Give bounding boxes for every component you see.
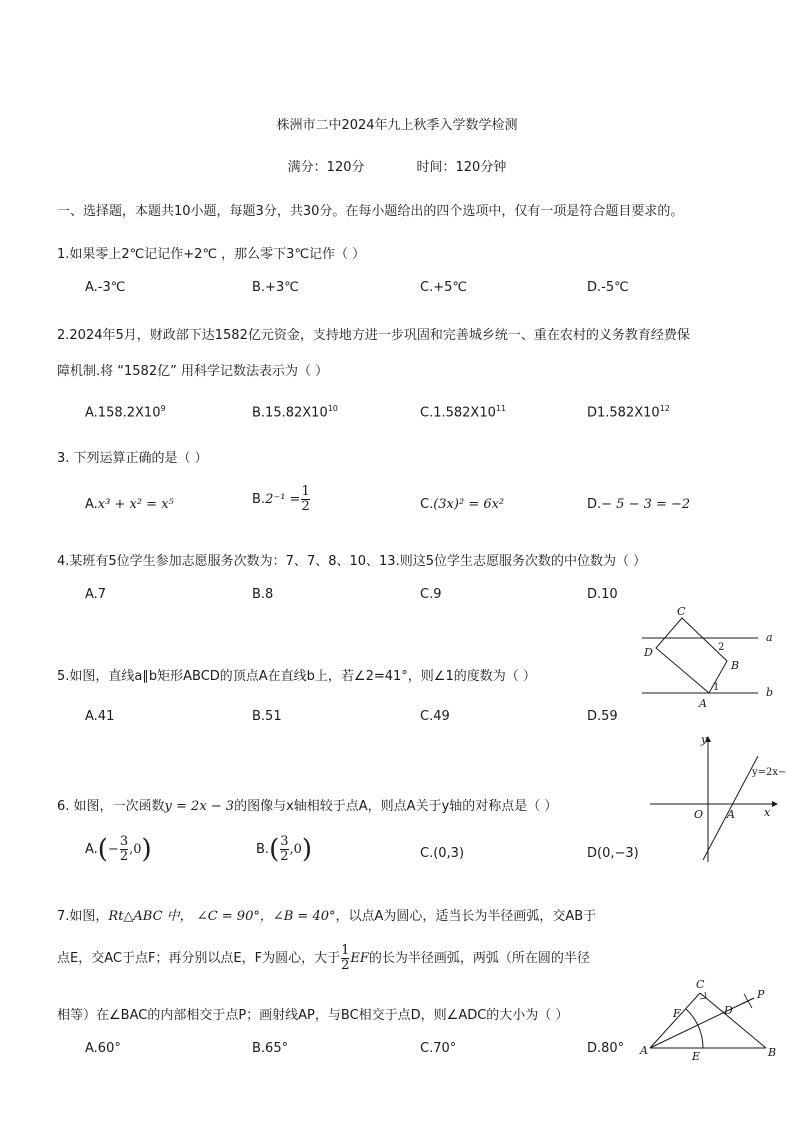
q3-option-d: D.− 5 − 3 = −2 xyxy=(587,497,691,512)
q6-option-d: D(0,−3) xyxy=(587,846,639,861)
q7-label-c: C xyxy=(696,978,705,991)
q2-stem-line1: 2.2024年5月，财政部下达1582亿元资金，支持地方进一步巩固和完善城乡统一、重在农村的义务教育经费保 xyxy=(57,328,690,343)
q7-label-b: B xyxy=(768,1046,777,1059)
q7-stem-line2: 点E，交AC于点F；再分别以点E，F为圆心，大于 $\frac{1}{2}$ EF的长为半径画弧，两弧（所在圆的半径 xyxy=(57,943,590,973)
q7-option-a: A.60° xyxy=(85,1041,121,1056)
q1-option-d: D.-5℃ xyxy=(587,280,629,295)
q3-option-b: B.2⁻¹ = $\frac{1}{2}$ xyxy=(252,484,310,514)
q1-option-a: A.-3℃ xyxy=(85,280,126,295)
q7-label-e: E xyxy=(692,1050,701,1062)
q6-option-a: A.(− $\frac{3}{2}$ ,0) xyxy=(85,834,152,865)
q6-label-a: A xyxy=(727,808,735,821)
q5-label-a: A xyxy=(699,697,707,710)
q6-label-y: y xyxy=(701,733,708,746)
q5-option-c: C.49 xyxy=(420,709,450,724)
q5-label-angle2: 2 xyxy=(718,642,725,653)
q7-stem-line1: 7.如图，Rt△ABC 中， ∠C = 90°，∠B = 40°，以点A为圆心，适当长为半径画弧，交AB于 xyxy=(57,909,597,924)
exam-title: 株洲市二中2024年九上秋季入学数学检测 xyxy=(276,118,518,133)
q6-option-c: C.(0,3) xyxy=(420,846,465,861)
q5-option-b: B.51 xyxy=(252,709,282,724)
q7-option-c: C.70° xyxy=(420,1041,457,1056)
q2-stem-line2: 障机制.将 “1582亿” 用科学记数法表示为（ ） xyxy=(57,364,329,379)
q5-label-angle1: 1 xyxy=(713,682,720,693)
q6-option-b: B.( $\frac{3}{2}$ ,0) xyxy=(256,834,313,865)
q5-option-d: D.59 xyxy=(587,709,618,724)
exam-info xyxy=(0,156,794,175)
q1-option-c: C.+5℃ xyxy=(420,280,467,295)
q4-option-b: B.8 xyxy=(252,587,274,602)
q6-figure xyxy=(646,730,792,864)
q5-option-a: A.41 xyxy=(85,709,115,724)
q6-label-x: x xyxy=(764,806,771,819)
q5-label-b: B xyxy=(731,659,740,672)
section-heading: 一、选择题，本题共10小题，每题3分，共30分。在每小题给出的四个选项中，仅有一项是符合题目要求的。 xyxy=(57,204,684,219)
q1-option-b: B.+3℃ xyxy=(252,280,299,295)
q7-label-a: A xyxy=(640,1044,648,1057)
q7-stem-line3: 相等）在∠BAC的内部相交于点P；画射线AP，与BC相交于点D，则∠ADC的大小为（ ） xyxy=(57,1008,569,1023)
q2-option-b: $B.15.82X10^{10}$ xyxy=(252,404,338,421)
q2-option-c: $C.1.582X10^{11}$ xyxy=(420,404,507,421)
q7-label-f: F xyxy=(673,1007,681,1020)
q3-option-c: C.(3x)² = 6x² xyxy=(420,497,505,512)
full-score: 满分：120分 xyxy=(287,160,365,175)
q4-stem: 4.某班有5位学生参加志愿服务次数为：7、7、8、10、13.则这5位学生志愿服务次数的中位数为（ ） xyxy=(57,554,647,569)
q5-stem: 5.如图，直线a∥b矩形ABCD的顶点A在直线b上，若∠2=41°，则∠1的度数为（ ） xyxy=(57,669,536,684)
q4-option-c: C.9 xyxy=(420,587,442,602)
q3-stem: 3. 下列运算正确的是（ ） xyxy=(57,451,208,466)
q1-stem: 1.如果零上2℃记记作+2℃ ，那么零下3℃记作（ ） xyxy=(57,247,366,262)
q2-option-d: $D1.582X10^{12}$ xyxy=(587,404,670,421)
q7-option-b: B.65° xyxy=(252,1041,289,1056)
q5-figure xyxy=(636,604,786,714)
q6-label-o: O xyxy=(694,808,704,821)
q5-label-line-b: b xyxy=(766,686,774,699)
q7-option-d: D.80° xyxy=(587,1041,625,1056)
q4-option-d: D.10 xyxy=(587,587,618,602)
q2-option-a: $A.158.2X10^9$ xyxy=(85,404,166,421)
exam-time: 时间：120分钟 xyxy=(416,160,507,175)
q6-line-label: y=2x− xyxy=(752,767,787,778)
q5-label-line-a: a xyxy=(766,631,773,644)
q7-label-p: P xyxy=(757,988,765,1001)
q4-option-a: A.7 xyxy=(85,587,107,602)
q6-stem: 6. 如图，一次函数y = 2x − 3的图像与x轴相较于点A，则点A关于y轴的对称点是（ ） xyxy=(57,799,558,814)
q7-figure xyxy=(636,976,786,1062)
q3-option-a: A.x³ + x² = x⁵ xyxy=(85,497,174,512)
q5-label-c: C xyxy=(677,605,686,618)
q5-label-d: D xyxy=(644,646,653,659)
q7-label-d: D xyxy=(724,1004,733,1017)
